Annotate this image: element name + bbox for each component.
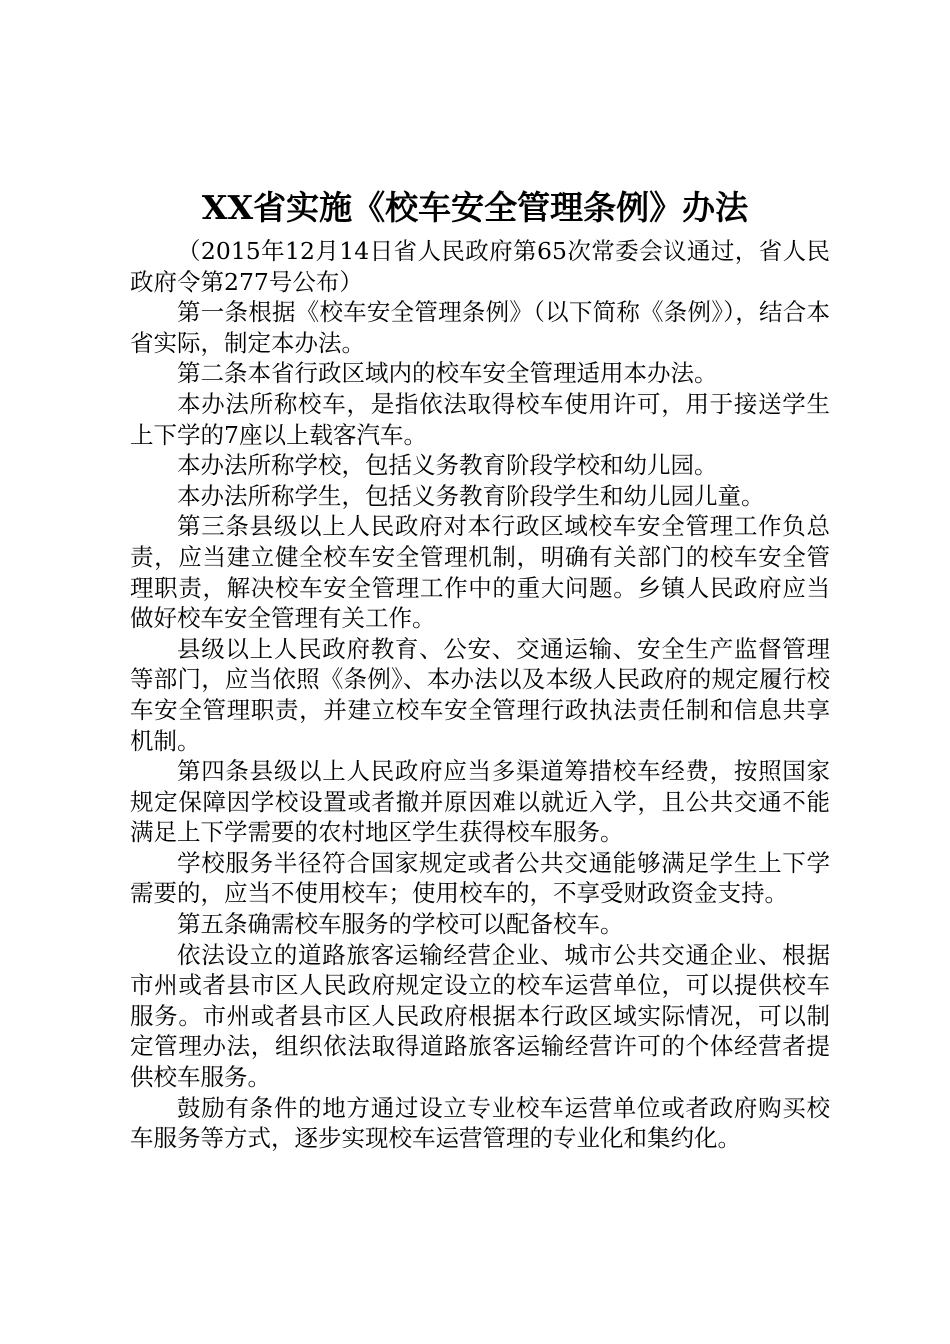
document-title: XX省实施《校车安全管理条例》办法: [201, 188, 749, 227]
paragraph-preamble: （2015年12月14日省人民政府第65次常委会议通过，省人民政府令第277号公布）: [130, 237, 830, 296]
paragraph: 县级以上人民政府教育、公安、交通运输、安全生产监督管理等部门，应当依照《条例》、本办法以及本级人民政府的规定履行校车安全管理职责，并建立校车安全管理行政执法责任制和信息共享机制。: [130, 634, 830, 755]
paragraph: 第二条本省行政区域内的校车安全管理适用本办法。: [177, 359, 718, 388]
paragraph: 第三条县级以上人民政府对本行政区域校车安全管理工作负总责，应当建立健全校车安全管理机制，明确有关部门的校车安全管理职责，解决校车安全管理工作中的重大问题。乡镇人民政府应当做好校车安全管理有关工作。: [130, 512, 830, 633]
paragraph: 本办法所称校车，是指依法取得校车使用许可，用于接送学生上下学的7座以上载客汽车。: [130, 389, 830, 449]
document-body: [130, 236, 830, 1154]
paragraph: 本办法所称学生，包括义务教育阶段学生和幼儿园儿童。: [177, 481, 765, 510]
paragraph: 第一条根据《校车安全管理条例》（以下简称《条例》），结合本省实际，制定本办法。: [130, 298, 830, 357]
paragraph: 依法设立的道路旅客运输经营企业、城市公共交通企业、根据市州或者县市区人民政府规定设立的校车运营单位，可以提供校车服务。市州或者县市区人民政府根据本行政区域实际情况，可以制定管理办法，组织依法取得道路旅客运输经营许可的个体经营者提供校车服务。: [130, 940, 830, 1092]
paragraph: 第四条县级以上人民政府应当多渠道筹措校车经费，按照国家规定保障因学校设置或者撤并原因难以就近入学，且公共交通不能满足上下学需要的农村地区学生获得校车服务。: [130, 757, 830, 847]
paragraph: 本办法所称学校，包括义务教育阶段学校和幼儿园。: [177, 451, 718, 480]
paragraph: 第五条确需校车服务的学校可以配备校车。: [177, 910, 624, 939]
paragraph: 学校服务半径符合国家规定或者公共交通能够满足学生上下学需要的，应当不使用校车；使用校车的，不享受财政资金支持。: [130, 848, 830, 908]
paragraph: 鼓励有条件的地方通过设立专业校车运营单位或者政府购买校车服务等方式，逐步实现校车运营管理的专业化和集约化。: [130, 1093, 830, 1153]
